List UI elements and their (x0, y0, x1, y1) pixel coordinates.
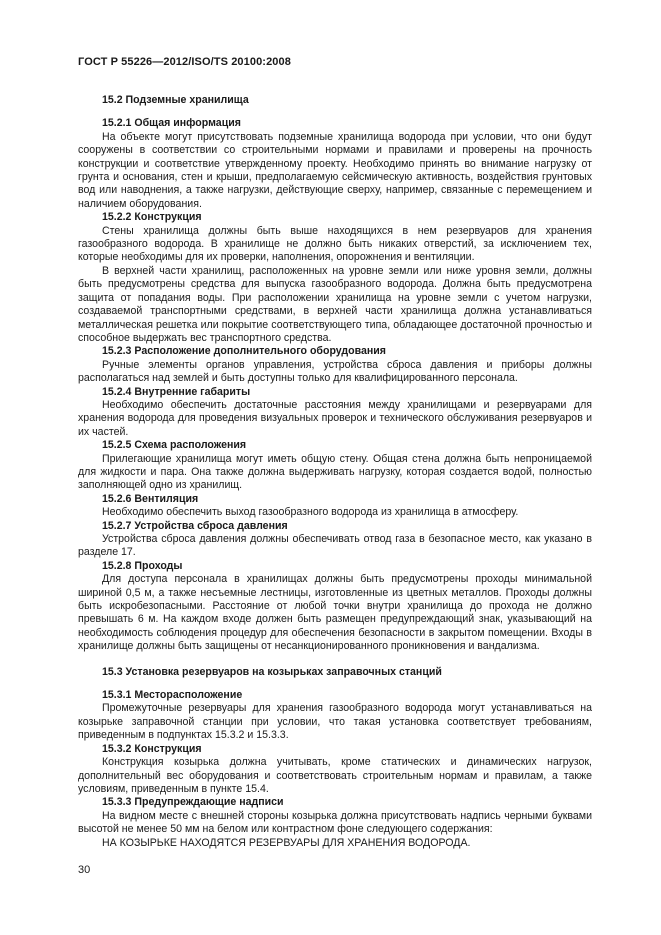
paragraph: Необходимо обеспечить выход газообразного водорода из хранилища в атмосферу. (102, 506, 519, 519)
paragraph: Необходимо обеспечить достаточные расстояния между хранилищами и резервуарами для хранения водорода для проведения визуальных проверок и технического обслуживания резервуаров и их частей. (78, 398, 592, 438)
subsection-15-2-2-heading: 15.2.2 Конструкция (102, 211, 202, 224)
subsection-15-3-2-heading: 15.3.2 Конструкция (102, 742, 202, 755)
paragraph: На видном месте с внешней стороны козырька должна присутствовать надпись черными буквами высотой не менее 50 мм на белом или контрастном фоне следующего содержания: (78, 809, 592, 836)
subsection-15-3-3-heading: 15.3.3 Предупреждающие надписи (102, 796, 284, 809)
warning-inscription: НА КОЗЫРЬКЕ НАХОДЯТСЯ РЕЗЕРВУАРЫ ДЛЯ ХРАНЕНИЯ ВОДОРОДА. (102, 836, 471, 849)
subsection-15-2-3-heading: 15.2.3 Расположение дополнительного оборудования (102, 345, 386, 358)
paragraph: Стены хранилища должны быть выше находящихся в нем резервуаров для хранения газообразного водорода. В хранилище не должно быть никаких отверстий, за исключением тех, которые необходимы для их проверки, наполнения, опорожнения и вентиляции. (78, 224, 592, 264)
subsection-15-2-8-heading: 15.2.8 Проходы (102, 559, 183, 572)
subsection-15-2-4-heading: 15.2.4 Внутренние габариты (102, 385, 251, 398)
section-15-3-heading: 15.3 Установка резервуаров на козырьках заправочных станций (102, 665, 442, 678)
page-body (78, 94, 592, 850)
subsection-15-2-7-heading: 15.2.7 Устройства сброса давления (102, 519, 288, 532)
paragraph: Конструкция козырька должна учитывать, кроме статических и динамических нагрузок, дополнительный вес оборудования и соответствовать строительным нормам и правилам, а также условиям, приведенным в пункте 15.4. (78, 756, 592, 795)
section-15-2-heading: 15.2 Подземные хранилища (102, 94, 249, 106)
subsection-15-2-1-heading: 15.2.1 Общая информация (102, 117, 241, 130)
page-number: 30 (78, 864, 91, 876)
subsection-15-2-6-heading: 15.2.6 Вентиляция (102, 492, 199, 505)
paragraph: Для доступа персонала в хранилищах должны быть предусмотрены проходы минимальной шириной 0,5 м, а также несъемные лестницы, изготовленные из цветных металлов. Проходы должны быть искробезопасными. Расстояние от любой точки внутри хранилища до прохода не должно превышать 6 м. На каждом входе должен быть размещен предупреждающий знак, указывающий на необходимость соблюдения процедур для обеспечения безопасности в закрытом помещении. Входы в хранилище должны быть защищены от несанкционированного проникновения и вандализма. (78, 573, 592, 653)
subsection-15-2-5-heading: 15.2.5 Схема расположения (102, 439, 247, 452)
paragraph: Прилегающие хранилища могут иметь общую стену. Общая стена должна быть непроницаемой для жидкости и пара. Она также должна выдерживать нагрузку, которая создается водой, полностью заполняющей одно из хранилищ. (78, 452, 592, 492)
paragraph: Ручные элементы органов управления, устройства сброса давления и приборы должны располагаться над землей и быть доступны только для квалифицированного персонала. (78, 358, 592, 385)
subsection-15-3-1-heading: 15.3.1 Месторасположение (102, 689, 243, 702)
paragraph: В верхней части хранилищ, расположенных на уровне земли или ниже уровня земли, должны быть предусмотрены средства для выпуска газообразного водорода. Должна быть предусмотрена защита от попадания воды. При расположении хранилища на уровне земли с учетом нагрузки, создаваемой транспортными средствами, в верхней части хранилища должна устанавливаться металлическая решетка или покрытие соответствующего типа, обладающее достаточной прочностью и способное выдержать вес транспортного средства. (78, 264, 592, 344)
paragraph: На объекте могут присутствовать подземные хранилища водорода при условии, что они будут сооружены в соответствии со строительными нормами и правилами и проверены на прочность конструкции и соответствие утвержденному проекту. Необходимо принять во внимание нагрузку от грунта и основания, стен и крыши, предполагаемую сейсмическую активность, воздействия грунтовых вод или наводнения, а также нагрузки, действующие сверху, например, связанные с перемещением и наличием оборудования. (78, 130, 592, 210)
paragraph: Промежуточные резервуары для хранения газообразного водорода могут устанавливаться на козырьке заправочной станции при условии, что такая установка соответствует требованиям, приведенным в подпунктах 15.3.2 и 15.3.3. (78, 702, 592, 742)
running-header: ГОСТ Р 55226—2012/ISO/TS 20100:2008 (78, 56, 291, 68)
paragraph: Устройства сброса давления должны обеспечивать отвод газа в безопасное место, как указано в разделе 17. (78, 533, 592, 559)
